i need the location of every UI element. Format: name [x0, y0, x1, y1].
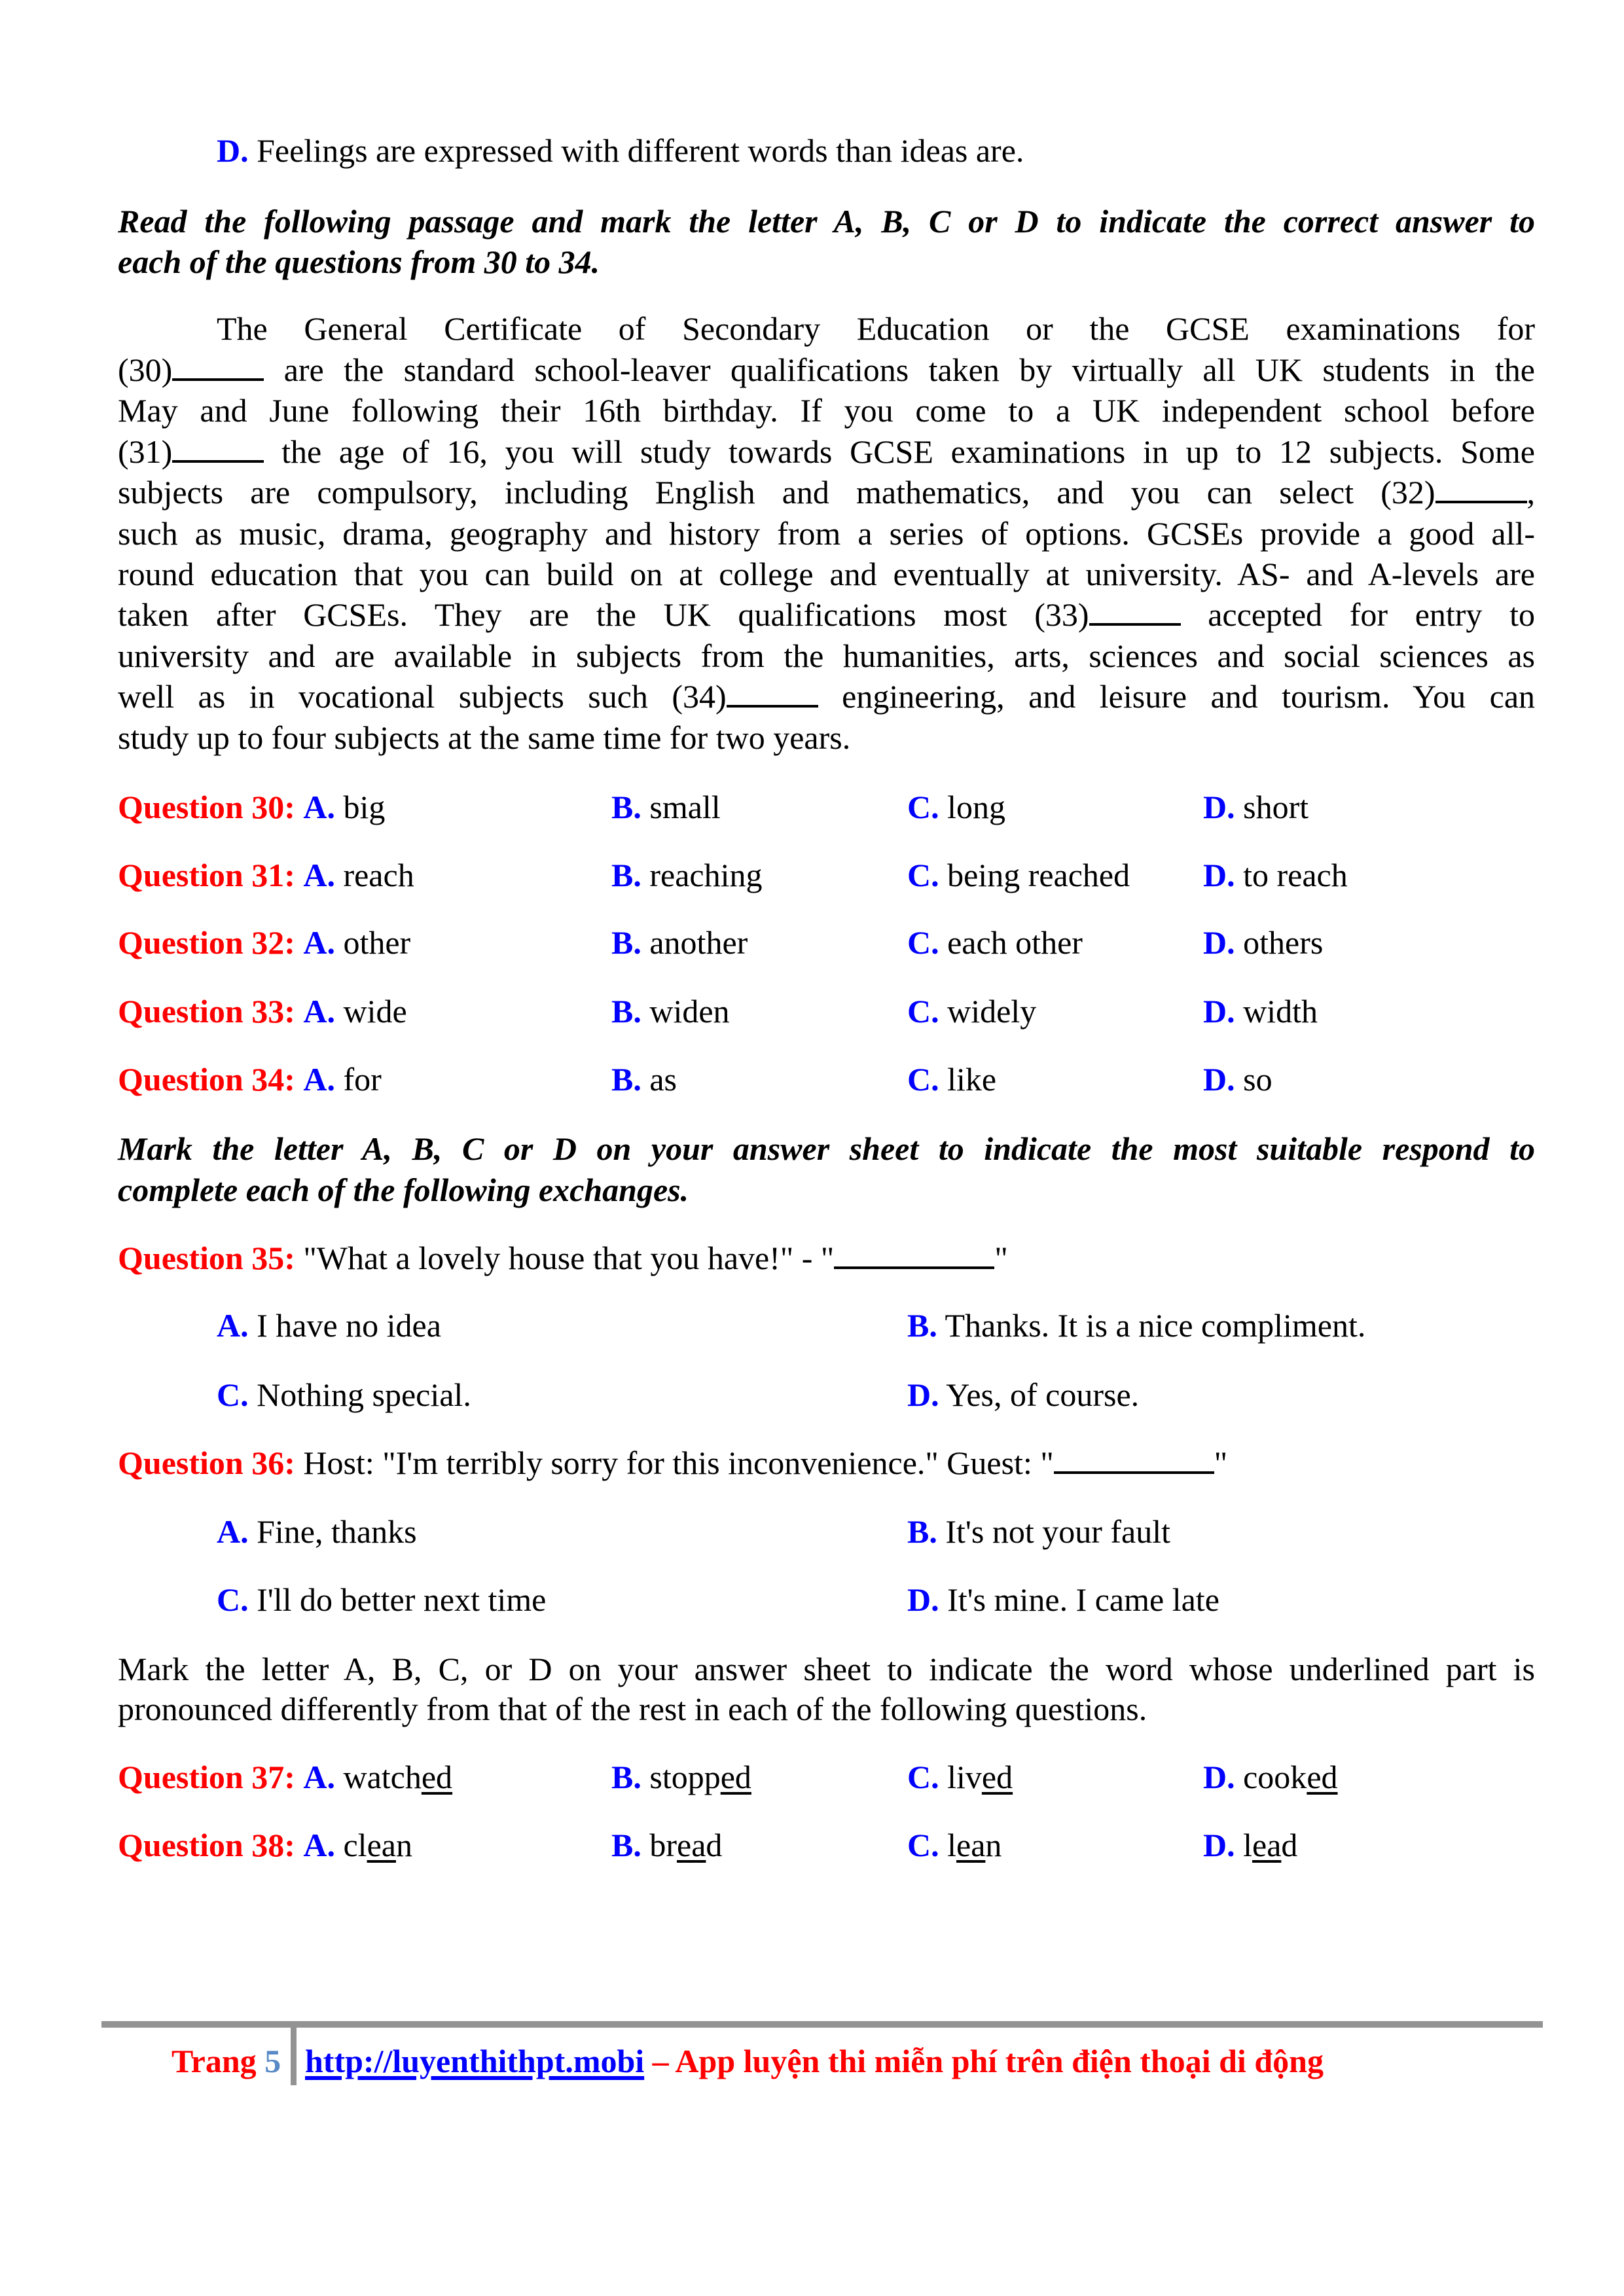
option-text: It's not your fault [945, 1513, 1171, 1550]
page-number: 5 [264, 2043, 281, 2079]
page-word: Trang [171, 2043, 257, 2079]
option-text: widen [649, 993, 730, 1030]
answer-option-a[interactable] [217, 1515, 417, 1548]
option-text: I have no idea [257, 1307, 441, 1344]
option-letter: C. [907, 1759, 939, 1795]
answer-option-b[interactable] [907, 1515, 1170, 1548]
underlined-part: ea [677, 1827, 706, 1863]
option-text: reach [343, 857, 414, 893]
option-text: widely [947, 993, 1037, 1030]
prompt-text: " [994, 1240, 1008, 1276]
section1-instruction-line-2: each of the questions from 30 to 34. [118, 243, 600, 280]
answer-option-a[interactable] [217, 1309, 441, 1342]
option-text: so [1243, 1061, 1272, 1098]
option-word: lead [1243, 1827, 1298, 1863]
option-letter: A. [303, 1759, 335, 1795]
option-letter: A. [217, 1513, 249, 1550]
question-prompt [118, 1446, 1227, 1479]
passage-line [118, 476, 1535, 509]
passage-line [118, 639, 1535, 672]
section2-instruction-line-2: complete each of the following exchanges. [118, 1172, 689, 1208]
option-text: to reach [1243, 857, 1348, 893]
answer-option-c[interactable] [907, 1761, 1013, 1793]
question-label: Question 35: [118, 1240, 295, 1276]
passage-text: are the standard school-leaver qualifications taken by virtually all UK students in the [283, 351, 1535, 388]
option-letter: B. [907, 1513, 937, 1550]
question-prompt [118, 1242, 1008, 1274]
passage-text: well as in vocational subjects such (34) [118, 678, 727, 715]
answer-option-c[interactable] [907, 1829, 1001, 1861]
question-label: Question 32: [118, 924, 295, 961]
answer-option-c[interactable] [907, 995, 1036, 1028]
option-letter: C. [907, 789, 939, 825]
option-letter: D. [1203, 1827, 1235, 1863]
answer-option-c[interactable] [907, 926, 1083, 959]
answer-blank [1435, 500, 1527, 503]
option-text: long [947, 789, 1006, 825]
passage-text: , [1526, 474, 1535, 511]
option-text: as [649, 1061, 677, 1098]
passage-text: engineering, and leisure and tourism. You can [842, 678, 1536, 715]
answer-option-a[interactable] [118, 926, 410, 959]
option-letter: D. [1203, 993, 1235, 1030]
option-letter: D. [1203, 1061, 1235, 1098]
underlined-part: ed [1307, 1759, 1338, 1795]
answer-option-d[interactable] [1203, 926, 1323, 959]
passage-text: (31) [118, 433, 173, 470]
option-letter: A. [303, 1061, 335, 1098]
option-letter: B. [611, 789, 641, 825]
prompt-text: "What a lovely house that you have!" - " [303, 1240, 835, 1276]
underlined-part: ea [956, 1827, 986, 1863]
option-text: small [649, 789, 721, 825]
option-text: another [649, 924, 748, 961]
answer-option-d[interactable] [1203, 995, 1318, 1028]
option-letter: A. [303, 1827, 335, 1863]
option-letter: D. [217, 132, 249, 169]
answer-option-c[interactable] [907, 859, 1130, 891]
option-letter: B. [611, 1061, 641, 1098]
option-text: Yes, of course. [946, 1376, 1140, 1413]
passage-text: The General Certificate of Secondary Education or the GCSE examinations for [217, 310, 1535, 347]
question-label: Question 36: [118, 1444, 295, 1481]
option-word: lived [947, 1759, 1013, 1795]
answer-option-c[interactable] [217, 1583, 546, 1616]
option-text: Nothing special. [257, 1376, 471, 1413]
question-label: Question 37: [118, 1759, 295, 1795]
option-text: each other [947, 924, 1083, 961]
answer-blank [172, 378, 264, 381]
answer-option-d[interactable] [907, 1583, 1219, 1616]
passage-text: study up to four subjects at the same time for two years. [118, 719, 851, 756]
passage-line [118, 721, 1535, 754]
section1-instruction-line-1: Read the following passage and mark the letter A, B, C or D to indicate the correct answer to [118, 203, 1535, 240]
answer-option-a[interactable] [118, 1761, 452, 1793]
section3-instruction-line-2: pronounced differently from that of the rest in each of the following questions. [118, 1691, 1147, 1727]
answer-option-b[interactable] [611, 926, 748, 959]
answer-option-b[interactable] [611, 791, 721, 823]
option-letter: C. [907, 924, 939, 961]
passage-line [118, 598, 1535, 631]
answer-option-a[interactable] [118, 859, 414, 891]
underlined-part: ed [421, 1759, 453, 1795]
passage-text: the age of 16, you will study towards GCSE examinations in up to 12 subjects. Some [281, 433, 1535, 470]
footer-page-label [171, 2045, 281, 2077]
prompt-text: " [1214, 1444, 1228, 1481]
option-text: reaching [649, 857, 763, 893]
option-letter: D. [1203, 789, 1235, 825]
question-label: Question 33: [118, 993, 295, 1030]
answer-option-d[interactable] [907, 1378, 1139, 1411]
answer-option-a[interactable] [118, 1063, 382, 1096]
option-text: Fine, thanks [257, 1513, 417, 1550]
answer-option-b[interactable] [611, 1761, 751, 1793]
option-word: cooked [1243, 1759, 1338, 1795]
answer-option-a[interactable] [118, 1829, 412, 1861]
prompt-text: Host: "I'm terribly sorry for this inconvenience." Guest: " [303, 1444, 1054, 1481]
option-letter: D. [1203, 1759, 1235, 1795]
option-text: other [343, 924, 411, 961]
answer-option-b[interactable] [611, 1063, 677, 1096]
option-letter: A. [303, 789, 335, 825]
answer-option-d[interactable] [1203, 791, 1308, 823]
passage-text: round education that you can build on at college and eventually at university. AS- and A-levels are [118, 556, 1535, 592]
option-word: clean [343, 1827, 412, 1863]
option-text: I'll do better next time [257, 1581, 547, 1618]
option-word: watched [343, 1759, 453, 1795]
option-letter: A. [303, 993, 335, 1030]
passage-text: accepted for entry to [1208, 596, 1535, 633]
option-text: being reached [947, 857, 1130, 893]
section3-instruction-line-1: Mark the letter A, B, C, or D on your answer sheet to indicate the word whose underlined part is [118, 1651, 1535, 1687]
answer-blank [172, 459, 264, 463]
option-text: width [1243, 993, 1318, 1030]
option-text: like [947, 1061, 997, 1098]
option-word: stopped [649, 1759, 751, 1795]
option-letter: B. [611, 1759, 641, 1795]
answer-option-d[interactable] [1203, 859, 1348, 891]
option-letter: A. [303, 924, 335, 961]
footer-tagline: – App luyện thi miễn phí trên điện thoại di động [644, 2043, 1324, 2079]
option-letter: A. [303, 857, 335, 893]
answer-option-d[interactable] [1203, 1063, 1272, 1096]
option-letter: B. [611, 1827, 641, 1863]
option-letter: D. [907, 1376, 939, 1413]
answer-option-a[interactable] [118, 791, 385, 823]
option-letter: C. [907, 993, 939, 1030]
option-text: Thanks. It is a nice compliment. [945, 1307, 1366, 1344]
option-text: for [343, 1061, 382, 1098]
passage-line [118, 558, 1535, 590]
passage-line [217, 312, 1535, 345]
answer-option-c[interactable] [907, 1063, 996, 1096]
option-letter: A. [217, 1307, 249, 1344]
website-link[interactable]: http://luyenthithpt.mobi [305, 2043, 645, 2079]
option-letter: B. [611, 924, 641, 961]
answer-option-a[interactable] [118, 995, 407, 1028]
passage-text: taken after GCSEs. They are the UK qualifications most (33) [118, 596, 1089, 633]
passage-line [118, 394, 1535, 427]
answer-option-b[interactable] [611, 995, 730, 1028]
answer-option-c[interactable] [907, 791, 1005, 823]
passage-line [118, 435, 1535, 468]
answer-option-b[interactable] [611, 1829, 722, 1861]
underlined-part: ed [981, 1759, 1013, 1795]
passage-text: subjects are compulsory, including English and mathematics, and you can select (32) [118, 474, 1435, 511]
underlined-part: ea [367, 1827, 396, 1863]
passage-line [118, 517, 1535, 550]
option-letter: D. [1203, 924, 1235, 961]
option-word: lean [947, 1827, 1002, 1863]
answer-blank [834, 1266, 994, 1269]
underlined-part: ea [1252, 1827, 1282, 1863]
option-letter: B. [611, 857, 641, 893]
option-word: bread [649, 1827, 723, 1863]
question-label: Question 38: [118, 1827, 295, 1863]
answer-option-b[interactable] [611, 859, 762, 891]
option-letter: C. [907, 857, 939, 893]
option-letter: B. [611, 993, 641, 1030]
option-letter: D. [907, 1581, 939, 1618]
footer-divider [291, 2028, 297, 2085]
answer-blank [1054, 1471, 1214, 1474]
option-text: wide [343, 993, 407, 1030]
answer-option-c[interactable] [217, 1378, 471, 1411]
option-letter: C. [907, 1061, 939, 1098]
question-label: Question 31: [118, 857, 295, 893]
option-letter: C. [217, 1376, 249, 1413]
option-text: short [1243, 789, 1309, 825]
option-text: It's mine. I came late [947, 1581, 1219, 1618]
answer-option-d[interactable] [1203, 1761, 1338, 1793]
passage-text: (30) [118, 351, 173, 388]
footer-rule [101, 2021, 1543, 2028]
option-text: big [343, 789, 386, 825]
passage-text: university and are available in subjects from the humanities, arts, sciences and social sciences as [118, 637, 1535, 674]
passage-text: May and June following their 16th birthday. If you come to a UK independent school before [118, 392, 1535, 429]
option-letter: C. [907, 1827, 939, 1863]
question-label: Question 30: [118, 789, 295, 825]
answer-blank [1089, 622, 1181, 626]
option-letter: C. [217, 1581, 249, 1618]
passage-line [118, 680, 1535, 713]
answer-option-d[interactable] [1203, 1829, 1297, 1861]
answer-option-b[interactable] [907, 1309, 1365, 1342]
option-text: others [1243, 924, 1324, 961]
answer-blank [727, 704, 818, 708]
option-letter: B. [907, 1307, 937, 1344]
option-text: Feelings are expressed with different words than ideas are. [257, 132, 1024, 169]
footer-link-line [305, 2045, 1324, 2077]
prev-question-option-d [217, 134, 1024, 167]
option-letter: D. [1203, 857, 1235, 893]
underlined-part: ed [720, 1759, 751, 1795]
passage-text: such as music, drama, geography and history from a series of options. GCSEs provide a good all- [118, 515, 1535, 552]
passage-line [118, 353, 1535, 386]
question-label: Question 34: [118, 1061, 295, 1098]
section2-instruction-line-1: Mark the letter A, B, C or D on your answer sheet to indicate the most suitable respond to [118, 1130, 1535, 1167]
